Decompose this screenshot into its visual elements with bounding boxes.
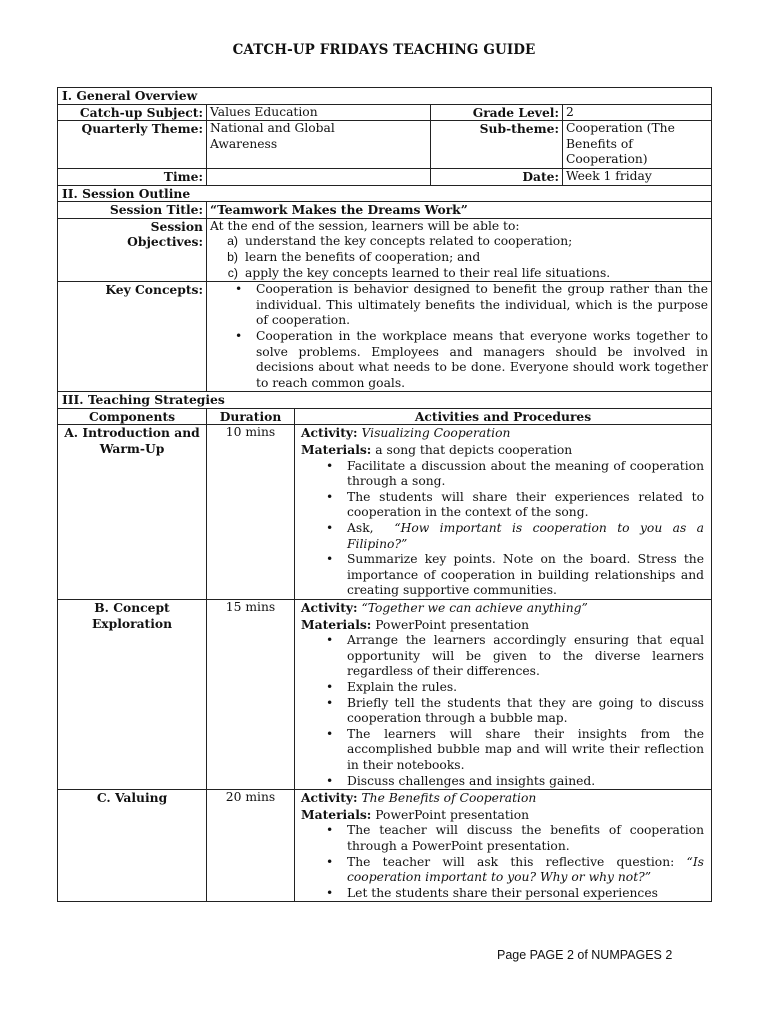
duration-cell: 20 mins [207,790,295,901]
objective-text: apply the key concepts learned to their real life situations. [245,265,611,280]
time-label: Time: [58,168,207,185]
section-general-heading: I. General Overview [58,88,712,105]
theme-label: Quarterly Theme: [58,121,207,169]
procedure-item [301,774,704,790]
objective-item [227,249,708,266]
procedure-text: Briefly tell the students that they are going to discuss cooperation through a bubble map. [347,695,704,726]
subtheme-label: Sub-theme: [431,121,563,169]
objective-text: understand the key concepts related to cooperation; [245,234,573,249]
section-strategies-row [58,392,712,409]
procedure-item [301,886,704,902]
procedure-text: Summarize key points. Note on the board. Stress the importance of cooperation in building relationships and creating supportive communities. [347,552,704,598]
activity-label: Activity: [301,600,358,615]
procedure-item [301,727,704,774]
bullet-icon: • [326,458,334,473]
procedure-quote: “How important is cooperation to you as a Filipino?” [347,521,704,551]
procedure-list [301,823,704,901]
bullet-icon: • [326,679,334,694]
objective-item [227,265,708,282]
procedure-item [301,459,704,490]
key-concept-item [210,329,708,391]
activities-cell [295,600,711,789]
header-split [207,409,711,425]
procedure-text: Facilitate a discussion about the meaning of cooperation through a song. [347,458,704,489]
section-strategies-heading: III. Teaching Strategies [58,392,712,409]
bullet-icon: • [326,885,334,900]
objectives-label [58,218,207,281]
key-concepts-list [210,282,708,391]
strategy-split [207,600,711,789]
session-title-row [58,202,712,219]
time-value [207,168,431,185]
strategy-split-cell [207,600,712,790]
procedure-text: Arrange the learners accordingly ensuring that equal opportunity will be given to the diverse learners regardless of their differences. [347,633,704,679]
procedure-item [301,696,704,727]
procedure-item [301,855,704,886]
procedure-item [301,823,704,854]
bullet-icon: • [235,328,243,343]
bullet-icon: • [326,823,334,838]
page-footer: Page PAGE 2 of NUMPAGES 2 [497,948,673,962]
procedure-text: The teacher will ask this reflective question: [347,854,687,869]
page-title: CATCH-UP FRIDAYS TEACHING GUIDE [232,42,536,58]
strategy-row-exploration [58,600,712,790]
teaching-guide-table [57,87,712,902]
activities-cell [295,425,711,599]
duration-cell: 10 mins [207,425,295,599]
theme-value-text: National and Global Awareness [210,121,335,151]
strategy-split [207,790,711,901]
objective-text: learn the benefits of cooperation; and [245,249,481,264]
objective-marker: a) [227,234,238,249]
procedure-item [301,552,704,599]
component-cell: A. Introduction and Warm-Up [58,425,207,600]
materials-label: Materials: [301,806,372,822]
procedure-quote: “Is cooperation important to you? Why or why not?” [347,854,704,885]
grade-label: Grade Level: [431,104,563,121]
procedure-item [301,633,704,680]
objectives-intro: At the end of the session, learners will be able to: [210,218,520,233]
subject-row [58,104,712,121]
activities-cell [295,790,711,901]
materials-line [301,442,704,459]
materials-line [301,807,704,824]
date-value: Week 1 friday [563,168,712,185]
key-concepts-row [58,282,712,392]
objectives-row [58,218,712,281]
procedure-text: The students will share their experiences related to cooperation in the context of the song. [347,489,704,520]
section-outline-heading: II. Session Outline [58,185,712,202]
component-cell: C. Valuing [58,790,207,902]
strategy-row-valuing [58,790,712,902]
procedure-list [301,633,704,789]
objective-marker: b) [227,249,238,264]
section-outline-row [58,185,712,202]
strategies-header-row [58,408,712,425]
component-text: B. Concept Exploration [91,600,173,631]
procedure-text: Explain the rules. [347,679,458,694]
materials-label: Materials: [301,442,372,458]
key-concepts-label: Key Concepts: [58,282,207,392]
section-general-row [58,88,712,105]
procedure-text: The teacher will discuss the benefits of cooperation through a PowerPoint presentation. [347,823,704,853]
activity-line [301,600,704,617]
subject-value: Values Education [207,104,431,121]
procedure-text: Ask, [347,521,395,536]
key-concept-text: Cooperation is behavior designed to benefit the group rather than the individual. This ultimately benefits the individual, which is the purpose of cooperation. [256,282,708,328]
session-title-label: Session Title: [58,202,207,219]
procedure-item [301,680,704,696]
strategy-row-intro [58,425,712,600]
bullet-icon: • [326,489,334,504]
subject-label: Catch-up Subject: [58,104,207,121]
activity-label: Activity: [301,425,358,441]
session-title-value: “Teamwork Makes the Dreams Work” [207,202,712,219]
procedure-item [301,490,704,521]
theme-value [207,121,431,169]
component-cell [58,600,207,790]
key-concept-item [210,282,708,329]
bullet-icon: • [326,521,334,536]
time-row [58,168,712,185]
procedure-item [301,521,704,552]
materials-value: PowerPoint presentation [375,617,530,632]
date-label: Date: [431,168,563,185]
header-components: Components [58,408,207,425]
activity-name: Visualizing Cooperation [361,426,511,441]
key-concept-text: Cooperation in the workplace means that everyone works together to solve problems. Employees and managers should be involved in decisions about what needs to be done. Everyone should work together to reach common goals. [256,328,708,390]
materials-value: PowerPoint presentation [375,807,530,822]
activity-line [301,425,704,442]
grade-value: 2 [563,104,712,121]
header-split-cell [207,408,712,425]
key-concepts-cell [207,282,712,392]
strategy-split-cell [207,425,712,600]
bullet-icon: • [326,633,334,648]
strategy-split [207,425,711,599]
duration-cell: 15 mins [207,600,295,789]
header-activities: Activities and Procedures [414,408,592,424]
activity-name: “Together we can achieve anything” [361,601,588,615]
header-duration: Duration [207,409,295,425]
objective-item [227,234,708,250]
theme-row [58,121,712,169]
subtheme-value [563,121,712,169]
activity-name: The Benefits of Cooperation [361,791,537,806]
bullet-icon: • [326,726,334,741]
procedure-text: Let the students share their personal experiences [347,885,658,900]
materials-label: Materials: [301,616,372,632]
bullet-icon: • [235,282,243,297]
materials-value: a song that depicts cooperation [375,443,573,458]
objectives-cell [207,218,712,281]
objective-marker: c) [227,265,238,280]
activity-line [301,790,704,807]
bullet-icon: • [326,854,334,869]
strategy-split-cell [207,790,712,902]
procedure-text: The learners will share their insights from the accomplished bubble map and will write their reflection in their notebooks. [347,726,704,772]
bullet-icon: • [326,695,334,710]
objectives-list [210,234,708,281]
materials-line [301,617,704,634]
subtheme-value-text: Cooperation (The Benefits of Cooperation) [566,121,675,167]
bullet-icon: • [326,552,334,567]
procedure-list [301,459,704,599]
objectives-label-text: Session Objectives: [127,218,203,250]
bullet-icon: • [326,773,334,788]
procedure-text: Discuss challenges and insights gained. [347,773,596,788]
activity-label: Activity: [301,790,358,806]
